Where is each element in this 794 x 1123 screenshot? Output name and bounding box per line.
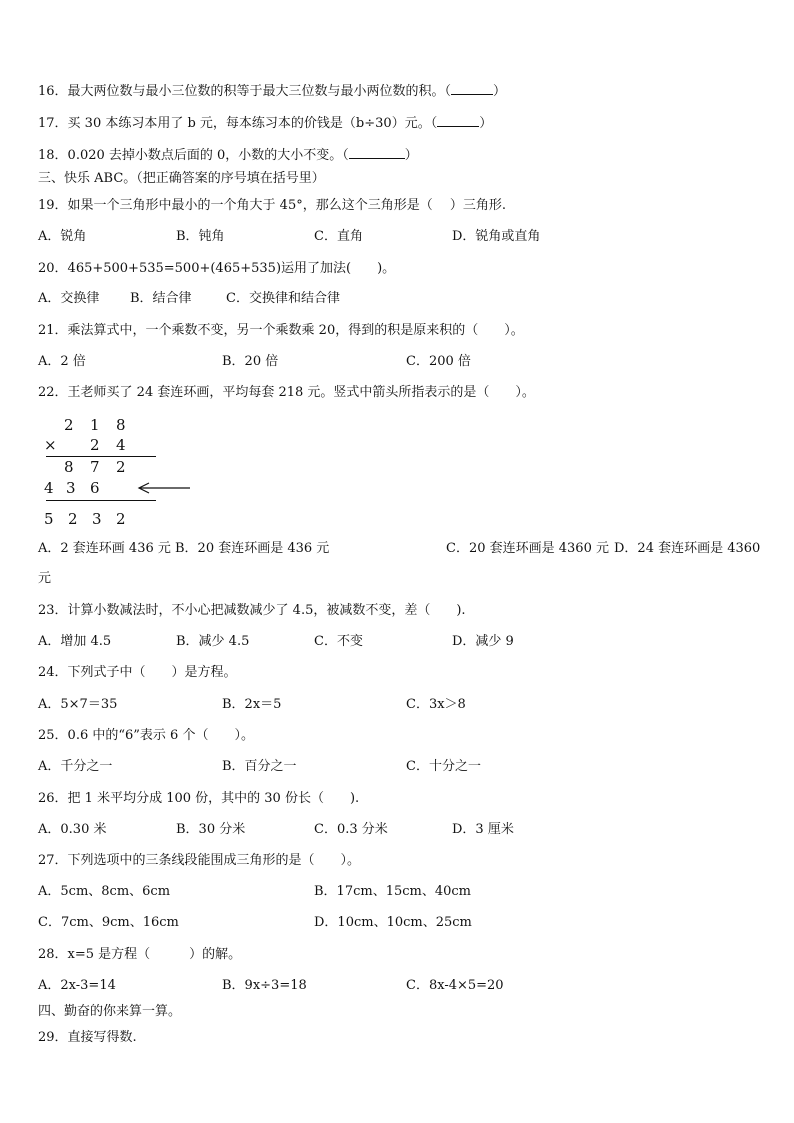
question-24-text: 24．下列式子中（ ）是方程。 <box>38 665 237 680</box>
question-17-text: 17．买 30 本练习本用了 b 元，每本练习本的价钱是（b÷30）元。（ <box>38 116 438 131</box>
option-23-b[interactable]: B．减少 4.5 <box>176 634 250 649</box>
option-27-d[interactable]: D．10cm、10cm、25cm <box>314 915 472 930</box>
option-22-d-wrap: 元 <box>38 571 52 586</box>
question-28-text: 28．x=5 是方程（ ）的解。 <box>38 947 242 962</box>
calc-digit: 3 <box>92 510 102 528</box>
option-19-d[interactable]: D．锐角或直角 <box>452 229 541 244</box>
question-21-text: 21．乘法算式中，一个乘数不变，另一个乘数乘 20，得到的积是原来积的（ ）。 <box>38 323 524 338</box>
option-26-d[interactable]: D．3 厘米 <box>452 822 514 837</box>
question-18-text: 18．0.020 去掉小数点后面的 0，小数的大小不变。（ <box>38 148 349 163</box>
question-19-text: 19．如果一个三角形中最小的一个角大于 45°，那么这个三角形是（ ）三角形. <box>38 198 506 213</box>
calc-digit: 8 <box>64 458 74 476</box>
option-24-a[interactable]: A．5×7＝35 <box>38 697 118 712</box>
option-27-c[interactable]: C．7cm、9cm、16cm <box>38 915 179 930</box>
section-heading-4: 四、勤奋的你来算一算。 <box>38 1004 182 1019</box>
calc-digit: 4 <box>116 436 126 454</box>
option-25-a[interactable]: A．千分之一 <box>38 759 113 774</box>
calc-digit: 1 <box>90 416 100 434</box>
option-23-d[interactable]: D．减少 9 <box>452 634 514 649</box>
option-28-c[interactable]: C．8x-4×5=20 <box>406 978 504 993</box>
option-24-b[interactable]: B．2x＝5 <box>222 697 282 712</box>
option-28-a[interactable]: A．2x-3=14 <box>38 978 116 993</box>
calc-digit: 2 <box>64 416 74 434</box>
calc-digit: 3 <box>66 479 76 497</box>
question-29-text: 29．直接写得数. <box>38 1030 137 1045</box>
answer-blank-17[interactable] <box>437 114 479 127</box>
option-23-c[interactable]: C．不变 <box>314 634 363 649</box>
option-22-d[interactable]: D．24 套连环画是 4360 <box>614 541 761 556</box>
option-27-a[interactable]: A．5cm、8cm、6cm <box>38 884 171 899</box>
option-20-b[interactable]: B．结合律 <box>130 291 192 306</box>
option-19-c[interactable]: C．直角 <box>314 229 363 244</box>
option-28-b[interactable]: B．9x÷3=18 <box>222 978 307 993</box>
calc-rule-1 <box>46 456 156 457</box>
times-sign: × <box>44 436 57 454</box>
answer-blank-16[interactable] <box>451 82 493 95</box>
option-19-b[interactable]: B．钝角 <box>176 229 225 244</box>
question-23-text: 23．计算小数减法时，不小心把减数减少了 4.5，被减数不变，差（ ). <box>38 603 466 618</box>
option-21-a[interactable]: A．2 倍 <box>38 354 86 369</box>
option-20-c[interactable]: C．交换律和结合律 <box>226 291 340 306</box>
option-20-a[interactable]: A．交换律 <box>38 291 100 306</box>
question-17: 17．买 30 本练习本用了 b 元，每本练习本的价钱是（b÷30）元。（ ） <box>38 116 493 131</box>
calc-digit: 7 <box>90 458 100 476</box>
calc-digit: 2 <box>116 458 126 476</box>
option-23-a[interactable]: A．增加 4.5 <box>38 634 112 649</box>
calc-digit: 5 <box>44 510 54 528</box>
option-19-a[interactable]: A．锐角 <box>38 229 87 244</box>
arrow-left-icon <box>136 480 192 496</box>
calc-rule-2 <box>46 500 156 501</box>
option-24-c[interactable]: C．3x＞8 <box>406 697 466 712</box>
calc-digit: 4 <box>44 479 54 497</box>
question-27-text: 27．下列选项中的三条线段能围成三角形的是（ ）。 <box>38 853 361 868</box>
option-22-ab[interactable]: A．2 套连环画 436 元 B．20 套连环画是 436 元 <box>38 541 330 556</box>
option-26-c[interactable]: C．0.3 分米 <box>314 822 388 837</box>
question-16: 16．最大两位数与最小三位数的积等于最大三位数与最小两位数的积。（ ） <box>38 84 507 99</box>
answer-blank-18[interactable] <box>349 146 405 159</box>
question-22-text: 22．王老师买了 24 套连环画，平均每套 218 元。竖式中箭头所指表示的是（ ）。 <box>38 385 535 400</box>
option-25-c[interactable]: C．十分之一 <box>406 759 481 774</box>
section-heading-3: 三、快乐 ABC。（把正确答案的序号填在括号里） <box>38 171 325 186</box>
question-26-text: 26．把 1 米平均分成 100 份，其中的 30 份长（ ). <box>38 791 360 806</box>
calc-digit: 2 <box>116 510 126 528</box>
option-21-b[interactable]: B．20 倍 <box>222 354 279 369</box>
option-21-c[interactable]: C．200 倍 <box>406 354 471 369</box>
option-26-a[interactable]: A．0.30 米 <box>38 822 107 837</box>
option-25-b[interactable]: B．百分之一 <box>222 759 297 774</box>
question-18: 18．0.020 去掉小数点后面的 0，小数的大小不变。（ ） <box>38 148 418 163</box>
calc-digit: 8 <box>116 416 126 434</box>
question-20-text: 20．465+500+535=500+(465+535)运用了加法( )。 <box>38 261 396 276</box>
calc-digit: 2 <box>68 510 78 528</box>
question-25-text: 25．0.6 中的“6”表示 6 个（ ）。 <box>38 728 254 743</box>
option-22-c[interactable]: C．20 套连环画是 4360 元 <box>446 541 609 556</box>
question-16-text: 16．最大两位数与最小三位数的积等于最大三位数与最小两位数的积。（ <box>38 84 452 99</box>
calc-digit: 2 <box>90 436 100 454</box>
option-27-b[interactable]: B．17cm、15cm、40cm <box>314 884 472 899</box>
option-26-b[interactable]: B．30 分米 <box>176 822 246 837</box>
calc-digit: 6 <box>90 479 100 497</box>
